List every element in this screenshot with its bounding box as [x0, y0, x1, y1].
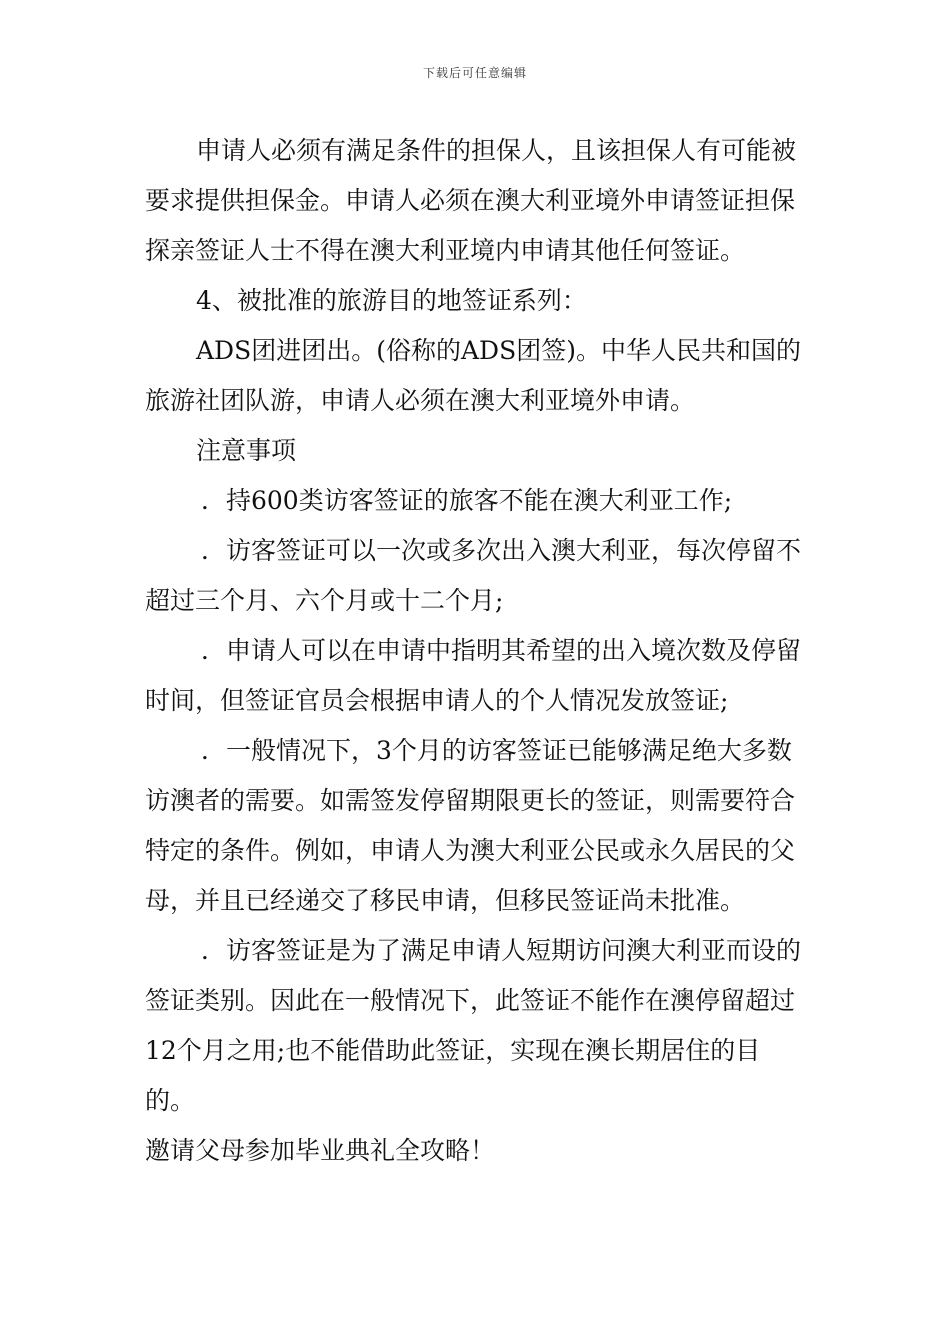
paragraph-ads-description: ADS团进团出。(俗称的ADS团签)。中华人民共和国的旅游社团队游，申请人必须在澳大利亚境外申请。	[145, 336, 801, 415]
bullet-no-work: ．持600类访客签证的旅客不能在澳大利亚工作;	[201, 486, 733, 515]
paragraph-notes-heading: 注意事项	[196, 436, 297, 465]
bullet-three-months: ．一般情况下，3个月的访客签证已能够满足绝大多数访澳者的需要。如需签发停留期限更长的签证，则需要符合特定的条件。例如，申请人为澳大利亚公民或永久居民的父母，并且已经递交了移民申请，但移民签证尚未批准。	[145, 736, 796, 915]
paragraph-graduation-guide: 邀请父母参加毕业典礼全攻略！	[145, 1136, 496, 1165]
page-header-note: 下载后可任意编辑	[422, 66, 527, 80]
bullet-entries-stay: ．访客签证可以一次或多次出入澳大利亚，每次停留不超过三个月、六个月或十二个月;	[145, 536, 802, 615]
document-body	[145, 126, 809, 1176]
paragraph-sponsor-requirement: 申请人必须有满足条件的担保人，且该担保人有可能被要求提供担保金。申请人必须在澳大利亚境外申请签证担保探亲签证人士不得在澳大利亚境内申请其他任何签证。	[145, 136, 797, 265]
bullet-specify-entries: ．申请人可以在申请中指明其希望的出入境次数及停留时间，但签证官员会根据申请人的个人情况发放签证;	[145, 636, 802, 715]
bullet-short-term-purpose: ．访客签证是为了满足申请人短期访问澳大利亚而设的签证类别。因此在一般情况下，此签证不能作在澳停留超过12个月之用;也不能借助此签证，实现在澳长期居住的目的。	[145, 936, 802, 1115]
paragraph-ads-heading: 4、被批准的旅游目的地签证系列：	[196, 286, 587, 315]
